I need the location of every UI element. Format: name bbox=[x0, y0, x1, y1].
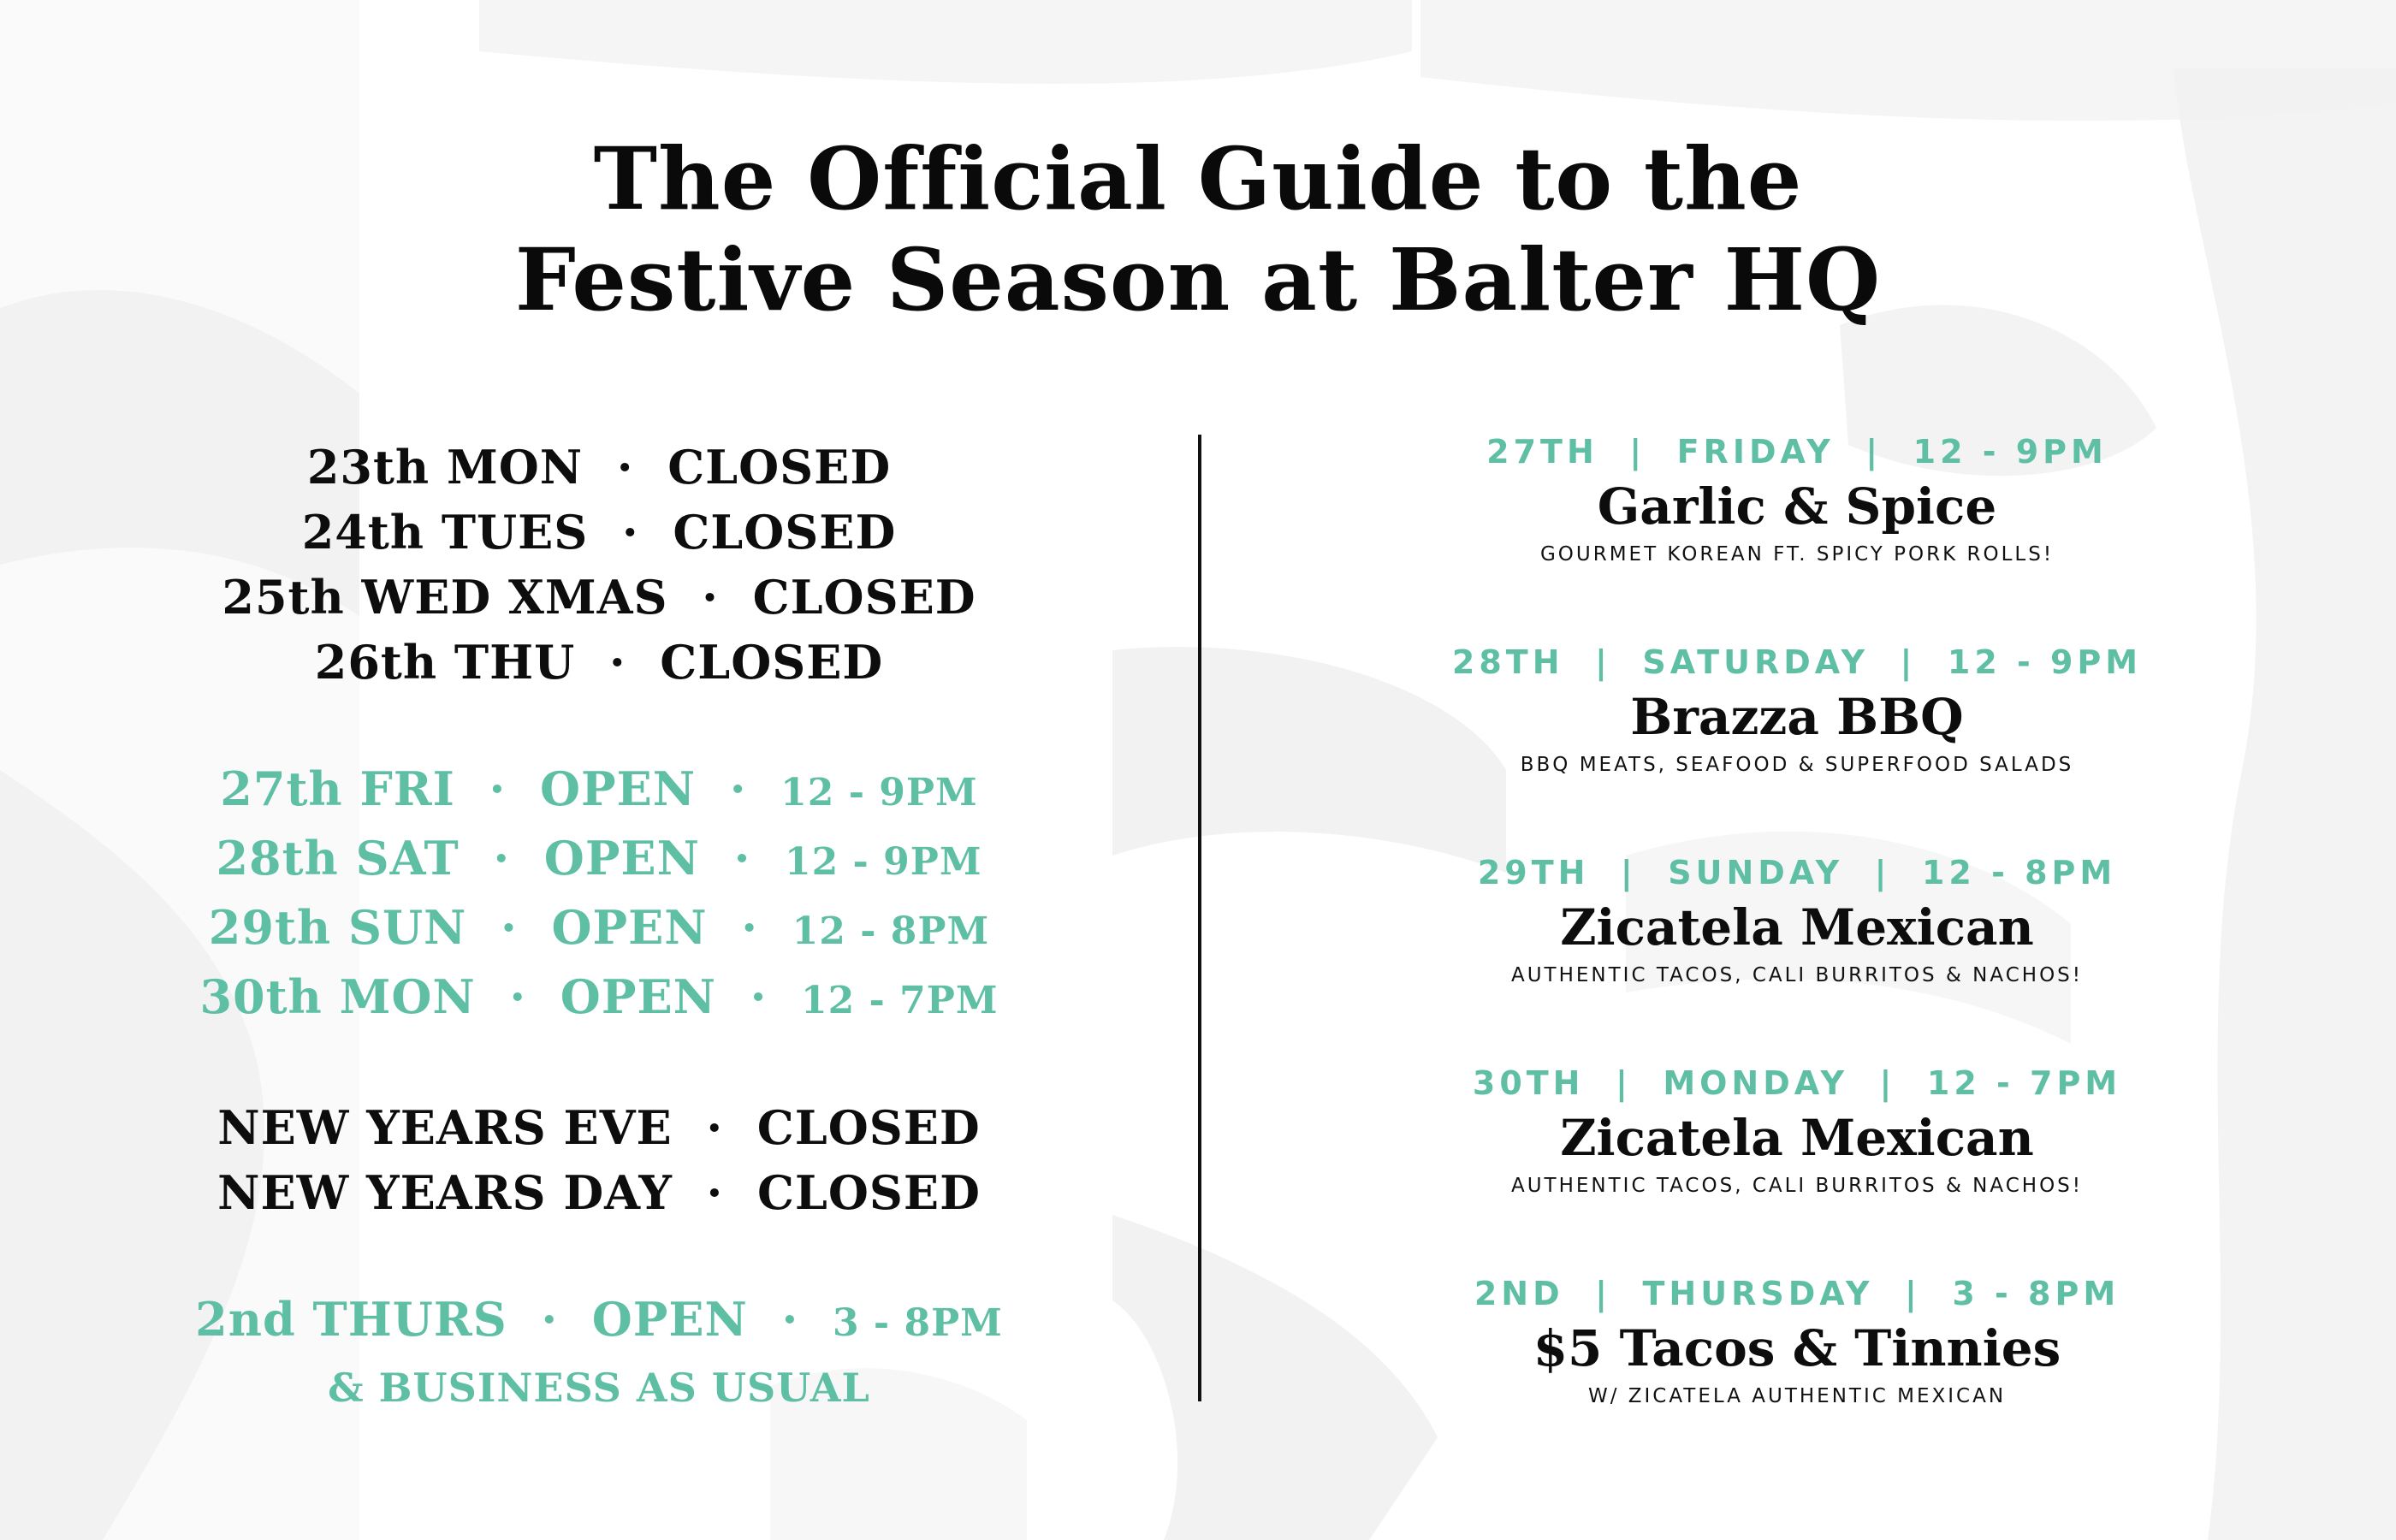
page-title bbox=[0, 128, 2396, 330]
event-weekday: SUNDAY bbox=[1668, 854, 1844, 891]
hours-day: 25th WED XMAS bbox=[222, 570, 668, 625]
event-time: 12 - 8PM bbox=[1921, 854, 2117, 891]
hours-day: 27th FRI bbox=[220, 761, 455, 816]
event-description: W/ ZICATELA AUTHENTIC MEXICAN bbox=[1587, 1385, 2007, 1407]
hours-separator: · bbox=[621, 505, 639, 560]
hours-separator: · bbox=[541, 1292, 559, 1347]
event-date: 30TH bbox=[1472, 1064, 1585, 1102]
event-name: Zicatela Mexican bbox=[1560, 898, 2034, 957]
event-separator: | bbox=[1905, 1275, 1921, 1312]
event-separator: | bbox=[1874, 854, 1891, 891]
event-date: 28TH bbox=[1451, 643, 1564, 681]
event-name: $5 Tacos & Tinnies bbox=[1533, 1319, 2061, 1377]
hours-day: 30th MON bbox=[199, 969, 476, 1024]
event-description: AUTHENTIC TACOS, CALI BURRITOS & NACHOS! bbox=[1510, 964, 2083, 986]
hours-row bbox=[51, 500, 1147, 565]
event-weekday: FRIDAY bbox=[1676, 433, 1835, 471]
event-weekday: SATURDAY bbox=[1642, 643, 1870, 681]
hours-time: 12 - 8PM bbox=[792, 909, 990, 953]
event-separator: | bbox=[1595, 1275, 1612, 1312]
event-separator: | bbox=[1615, 1064, 1632, 1102]
hours-day: 29th SUN bbox=[208, 900, 467, 955]
hours-status: CLOSED bbox=[667, 440, 892, 495]
hours-day: NEW YEARS EVE bbox=[217, 1100, 673, 1155]
hours-row bbox=[51, 630, 1147, 695]
event-weekday: THURSDAY bbox=[1642, 1275, 1874, 1312]
event-header bbox=[1446, 1059, 2148, 1107]
hours-separator: · bbox=[729, 761, 747, 816]
hours-row bbox=[51, 435, 1147, 500]
hours-status: CLOSED bbox=[752, 570, 976, 625]
hours-separator: · bbox=[616, 440, 634, 495]
hours-day: NEW YEARS DAY bbox=[217, 1165, 673, 1220]
hours-separator: · bbox=[706, 1100, 724, 1155]
hours-day: 24th TUES bbox=[301, 505, 589, 560]
hours-day: 23th MON bbox=[306, 440, 584, 495]
hours-time: 12 - 9PM bbox=[784, 840, 982, 884]
event-separator: | bbox=[1900, 643, 1917, 681]
hours-time: 12 - 7PM bbox=[801, 979, 999, 1022]
hours-separator: · bbox=[702, 570, 719, 625]
event-description: BBQ MEATS, SEAFOOD & SUPERFOOD SALADS bbox=[1520, 754, 2074, 776]
hours-day: 26th THU bbox=[314, 635, 576, 690]
hours-status: OPEN bbox=[539, 761, 697, 816]
hours-row bbox=[51, 1095, 1147, 1160]
hours-status: OPEN bbox=[591, 1292, 748, 1347]
hours-status: OPEN bbox=[560, 969, 716, 1024]
column-divider bbox=[1198, 435, 1201, 1401]
event-time: 12 - 9PM bbox=[1947, 643, 2143, 681]
hours-separator: · bbox=[608, 635, 626, 690]
event-time: 12 - 7PM bbox=[1926, 1064, 2122, 1102]
event-header bbox=[1446, 428, 2148, 476]
food-truck-schedule bbox=[1446, 428, 2148, 1480]
event-separator: | bbox=[1629, 433, 1646, 471]
event-separator: | bbox=[1594, 643, 1611, 681]
hours-status: OPEN bbox=[551, 900, 708, 955]
event-separator: | bbox=[1620, 854, 1637, 891]
event-item bbox=[1446, 1059, 2148, 1270]
event-time: 12 - 9PM bbox=[1913, 433, 2108, 471]
opening-hours-list bbox=[51, 435, 1147, 1419]
hours-separator: · bbox=[509, 969, 527, 1024]
hours-row bbox=[51, 756, 1147, 826]
event-header bbox=[1446, 849, 2148, 897]
event-name: Brazza BBQ bbox=[1630, 688, 1964, 746]
hours-separator: · bbox=[706, 1165, 724, 1220]
title-line-1: The Official Guide to the bbox=[593, 128, 1803, 229]
hours-note: & BUSINESS AS USUAL bbox=[328, 1365, 870, 1411]
hours-status: CLOSED bbox=[756, 1165, 981, 1220]
event-weekday: MONDAY bbox=[1663, 1064, 1849, 1102]
event-name: Garlic & Spice bbox=[1597, 477, 1997, 536]
hours-separator: · bbox=[750, 969, 768, 1024]
hours-day: 28th SAT bbox=[216, 831, 460, 886]
title-line-2: Festive Season at Balter HQ bbox=[514, 229, 1882, 330]
hours-row bbox=[51, 964, 1147, 1034]
hours-status: CLOSED bbox=[660, 635, 884, 690]
event-header bbox=[1446, 638, 2148, 686]
hours-separator: · bbox=[493, 831, 511, 886]
hours-row bbox=[51, 1287, 1147, 1356]
event-description: AUTHENTIC TACOS, CALI BURRITOS & NACHOS! bbox=[1510, 1175, 2083, 1197]
hours-row bbox=[51, 1160, 1147, 1225]
event-item bbox=[1446, 849, 2148, 1059]
event-item bbox=[1446, 638, 2148, 849]
hours-time: 3 - 8PM bbox=[832, 1301, 1003, 1345]
hours-row bbox=[51, 895, 1147, 964]
hours-separator: · bbox=[489, 761, 507, 816]
event-header bbox=[1446, 1270, 2148, 1318]
event-time: 3 - 8PM bbox=[1952, 1275, 2120, 1312]
hours-status: CLOSED bbox=[756, 1100, 981, 1155]
event-separator: | bbox=[1879, 1064, 1896, 1102]
event-item bbox=[1446, 428, 2148, 638]
hours-status: OPEN bbox=[543, 831, 700, 886]
hours-day: 2nd THURS bbox=[195, 1292, 507, 1347]
hours-time: 12 - 9PM bbox=[780, 771, 978, 814]
event-separator: | bbox=[1865, 433, 1883, 471]
hours-row bbox=[51, 826, 1147, 895]
hours-row bbox=[51, 565, 1147, 630]
event-description: GOURMET KOREAN FT. SPICY PORK ROLLS! bbox=[1539, 543, 2055, 566]
hours-separator: · bbox=[741, 900, 759, 955]
event-name: Zicatela Mexican bbox=[1560, 1109, 2034, 1167]
hours-separator: · bbox=[501, 900, 518, 955]
hours-separator: · bbox=[781, 1292, 799, 1347]
event-date: 27TH bbox=[1486, 433, 1598, 471]
event-date: 2ND bbox=[1474, 1275, 1564, 1312]
hours-status: CLOSED bbox=[673, 505, 897, 560]
event-item bbox=[1446, 1270, 2148, 1480]
hours-separator: · bbox=[733, 831, 751, 886]
event-date: 29TH bbox=[1477, 854, 1590, 891]
